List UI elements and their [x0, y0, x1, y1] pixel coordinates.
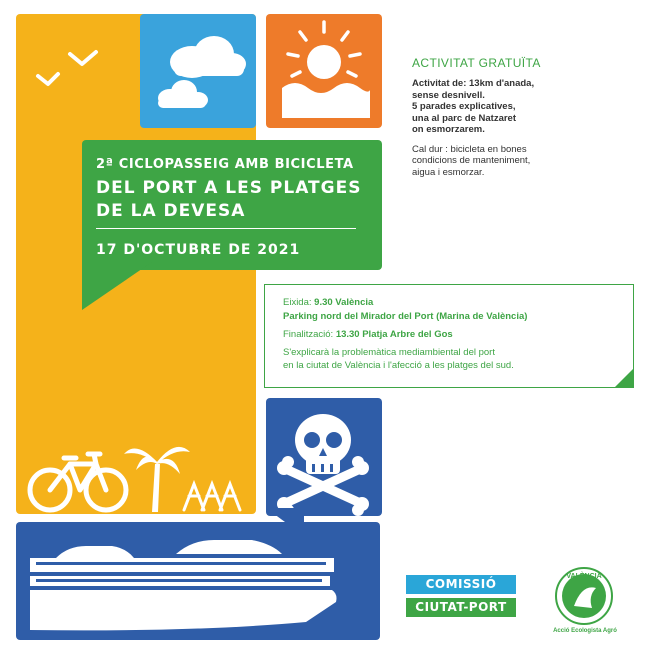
comissio-logo-top: COMISSIÓ [406, 575, 516, 594]
start-place: Parking nord del Mirador del Port (Marina de València) [283, 311, 528, 322]
bring-line: condicions de manteniment, [412, 155, 531, 166]
start-label: Eixida: [283, 297, 312, 308]
activity-detail-line: Activitat de: 13km d'anada, [412, 78, 535, 89]
schedule-box [264, 284, 634, 388]
event-route-title: DEL PORT A LES PLATGES [96, 178, 362, 198]
birds-icon [30, 44, 110, 94]
start-value: 9.30 València [314, 297, 374, 308]
start-time-row [283, 297, 373, 308]
activity-detail-line: on esmorzarem. [412, 124, 485, 135]
comissio-ciutat-port-logo [406, 575, 516, 619]
note-line: en la ciutat de València i l'afecció a les platges del sud. [283, 360, 514, 371]
sun-over-sea-icon [266, 14, 382, 128]
note-line: S'explicarà la problemàtica mediambiental del port [283, 347, 495, 358]
skull-crossbones-icon [266, 398, 382, 516]
port-tile [16, 522, 380, 640]
banner-tail [82, 262, 152, 310]
accio-logo-caption: Acció Ecologista Agró [553, 628, 617, 634]
bring-line: Cal dur : bicicleta en bones [412, 143, 527, 155]
box-corner [615, 369, 633, 387]
free-activity-label: ACTIVITAT GRATUÏTA [412, 56, 541, 70]
dune-fence-icon [184, 484, 240, 510]
event-date: 17 D'OCTUBRE DE 2021 [96, 242, 301, 258]
beach-scene [24, 440, 254, 520]
pollution-tile [266, 398, 382, 516]
accio-ecologista-agro-logo [552, 566, 616, 626]
clouds-icon [140, 14, 256, 128]
accio-logo-ring-text: VALÈNCIA [566, 573, 602, 580]
cloud-tile [140, 14, 256, 128]
end-value: 13.30 Platja Arbre del Gos [335, 329, 453, 340]
activity-detail-line: sense desnivell. [412, 89, 485, 101]
title-divider [96, 228, 356, 229]
bicycle-icon [30, 454, 126, 510]
end-label: Finalització: [283, 329, 334, 340]
activity-detail-line: 5 parades explicatives, [412, 101, 516, 112]
sun-tile [266, 14, 382, 128]
palm-tree-icon [124, 447, 190, 512]
comissio-logo-bottom: CIUTAT-PORT [406, 598, 516, 617]
activity-detail-line: una al parc de Natzaret [412, 112, 517, 124]
cruise-ship-icon [16, 522, 380, 640]
event-route-destination: DE LA DEVESA [96, 201, 246, 221]
activity-info [412, 56, 640, 178]
bring-line: aigua i esmorzar. [412, 166, 485, 178]
end-time-row [283, 329, 453, 340]
event-edition-title: 2ª CICLOPASSEIG AMB BICICLETA [96, 157, 354, 172]
